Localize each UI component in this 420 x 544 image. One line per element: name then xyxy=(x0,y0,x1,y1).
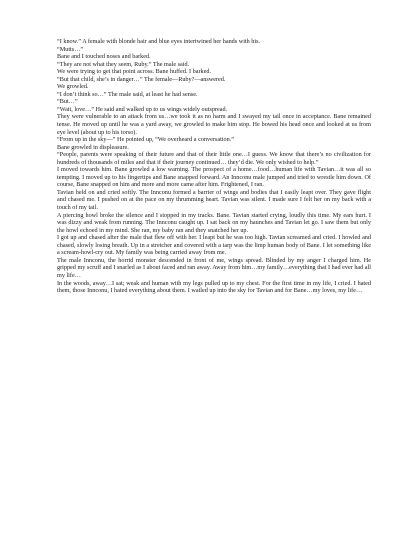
paragraph: They were vulnerable to an attack from us…we took it as no harm and I swayed my tail once in acceptance. Bane remained tense. He moved up until he was a yard away, we growled to make him stop. He bowed his head once and looked at us from eye level (about up to his torso). xyxy=(57,113,371,136)
paragraph: We were trying to get that point across. Bane huffed. I barked. xyxy=(57,68,212,76)
story-text xyxy=(57,38,371,295)
paragraph: A piercing howl broke the silence and I stopped in my tracks. Bane. Tavian started crying, loudly this time. My ears hurt. I was dizzy and weak from running. The Innconu caught up. I sat back on my haunches and Tavian let go. I saw them but only the howl echoed in my mind. She ran, my baby ran and they snatched her up. xyxy=(57,211,371,234)
paragraph: Tavian held on and cried softly. The Innconu formed a barrier of wings and bodies that I easily leapt over. They gave flight and chased me. I pushed on at the pace on my thrumming heart. Tavian was silent. I made sure I felt her on my back with a touch of my tail. xyxy=(57,188,371,212)
paragraph: I got up and chased after the male that flew off with her. I leapt but he was too high. Tavian screamed and cried. I howled and chased, slowly losing breath. Up in a stretcher and covered with a tarp was the limp human body of Bane. I let something like a scream-howl-cry out. My family was being carried away from me. xyxy=(57,234,371,257)
paragraph: The male Innconu, the horrid monster descended in front of me, wings spread. Blinded by my anger I charged him. He gripped my scruff and I snarled as I about faced and ran away. Away from him…my family…everything that I had ever had all my life… xyxy=(57,256,371,279)
paragraph: “Mutts…” xyxy=(57,45,84,53)
paragraph: We growled. xyxy=(57,83,89,91)
paragraph: “People, parents were speaking of their future and that of their little one…I guess. We know that there’s no civilization for hundreds of thousands of miles and that if their journey continued… they’d die. We only wished to help.” xyxy=(57,151,371,166)
paragraph: “But…” xyxy=(57,98,78,106)
paragraph: “They are not what they seem, Ruby.” The male said. xyxy=(57,60,190,68)
paragraph: Bane and I touched noses and barked. xyxy=(57,53,151,61)
paragraph: “I know.” A female with blonde hair and blue eyes intertwined her hands with his. xyxy=(57,38,261,45)
paragraph: Bane growled in displeasure. xyxy=(57,143,129,151)
paragraph: I moved towards him. Bane growled a low warning. The prospect of a home…food…human life with Tavian…it was all so tempting. I moved up to his fingertips and Bane snapped forward. An Innconu male jumped and tried to wrestle him down. Of course, Bane snapped on him and more and more came after him. Frightened, I ran. xyxy=(57,166,371,189)
paragraph: “But that child, she’s in danger…” The female—Ruby?—answered. xyxy=(57,75,226,83)
paragraph: “I don’t think so…” The male said, at least he had sense. xyxy=(57,90,198,98)
paragraph: “Wait, love…” He said and walked up to us wings widely outspread. xyxy=(57,105,228,113)
paragraph: “From up in the sky—” He pointed up, “We overheard a conversation.” xyxy=(57,136,234,144)
paragraph: In the woods, away…I sat; weak and human with my legs pulled up to my chest. For the first time in my life, I cried. I hated them, those Innconu, I hated everything about them. I wailed up into the sky for Tavian and for Bane…my loves, my life… xyxy=(57,279,371,295)
